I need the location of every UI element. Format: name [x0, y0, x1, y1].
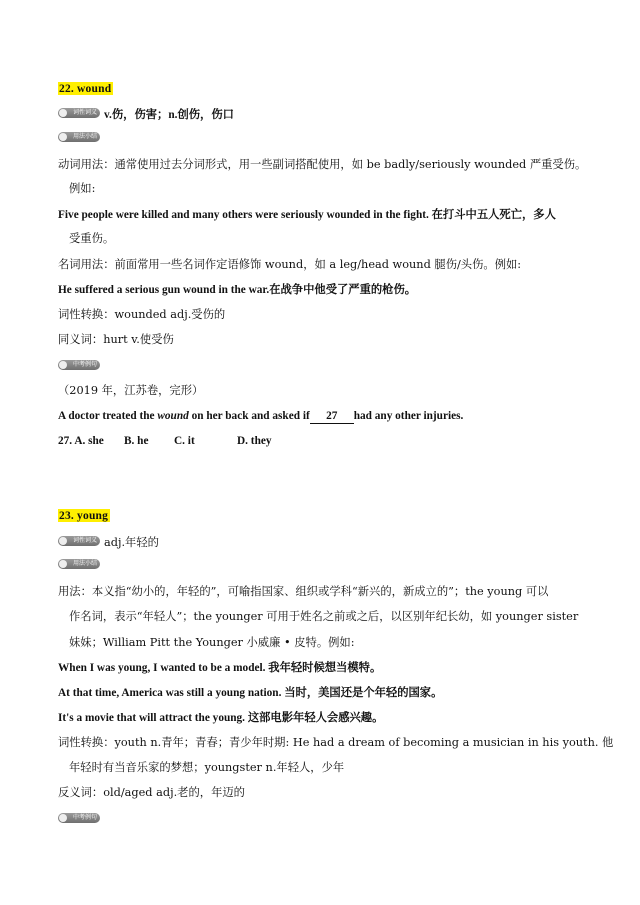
option-a: 27. A. she	[58, 435, 104, 447]
usage-line: 用法：本义指“幼小的，年轻的”，可喻指国家、组织或学科“新兴的，新成立的”；the young 可以	[58, 585, 549, 598]
exam-blank: 27	[310, 409, 354, 424]
exam-sentence-text: on her back and asked if	[188, 410, 310, 422]
word-conversion: 词性转换：youth n.青年；青春；青少年时期: He had a dream of becoming a musician in his youth. 他	[58, 736, 614, 749]
option-b: B. he	[124, 435, 149, 447]
tag-part-of-speech: 词性词义	[58, 108, 100, 118]
exam-source: （2019 年，江苏卷，完形）	[58, 384, 204, 397]
tag-usage-summary: 用法小结	[58, 132, 100, 142]
tag-part-of-speech: 词性词义	[58, 536, 100, 546]
example-sentence-cont: 受重伤。	[69, 232, 115, 245]
example-sentence: He suffered a serious gun wound in the war.在战争中他受了严重的枪伤。	[58, 284, 417, 296]
example-sentence: When I was young, I wanted to be a model. 我年轻时候想当模特。	[58, 662, 382, 674]
noun-usage: 名词用法：前面常用一些名词作定语修饰 wound，如 a leg/head wound 腿伤/头伤。例如:	[58, 258, 522, 271]
usage-line: 作名词，表示“年轻人”；the younger 可用于姓名之前或之后，以区别年纪长幼，如 younger sister	[69, 610, 579, 623]
entry-title-young: 23. young	[59, 510, 109, 522]
tag-usage-summary: 用法小结	[58, 559, 100, 569]
meaning-line: adj.年轻的	[104, 536, 159, 549]
example-sentence: Five people were killed and many others were seriously wounded in the fight. 在打斗中五人死亡，多人	[58, 209, 556, 221]
antonym: 反义词：old/aged adj.老的，年迈的	[58, 786, 245, 799]
tag-exam-example: 中考例句	[58, 813, 100, 823]
word-conversion-cont: 年轻时有当音乐家的梦想；youngster n.年轻人，少年	[69, 761, 345, 774]
example-sentence: It's a movie that will attract the young. 这部电影年轻人会感兴趣。	[58, 712, 384, 724]
verb-usage: 动词用法：通常使用过去分词形式，用一些副词搭配使用，如 be badly/seriously wounded 严重受伤。	[58, 158, 587, 171]
verb-usage-cont: 例如:	[69, 182, 96, 195]
meaning-line: v.伤，伤害；n.创伤，伤口	[104, 109, 234, 121]
exam-sentence-text: A doctor treated the	[58, 410, 158, 422]
exam-sentence-keyword: wound	[157, 410, 189, 422]
option-d: D. they	[237, 435, 272, 447]
usage-line: 妹妹；William Pitt the Younger 小威廉 • 皮特。例如:	[69, 636, 355, 649]
tag-exam-example: 中考例句	[58, 360, 100, 370]
option-c: C. it	[174, 435, 195, 447]
exam-sentence	[58, 409, 463, 424]
exam-options	[58, 434, 272, 448]
word-conversion: 词性转换：wounded adj.受伤的	[58, 308, 226, 321]
entry-title-wound: 22. wound	[59, 83, 112, 95]
synonym: 同义词：hurt v.使受伤	[58, 333, 174, 346]
exam-sentence-text: had any other injuries.	[353, 410, 464, 422]
example-sentence: At that time, America was still a young nation. 当时，美国还是个年轻的国家。	[58, 687, 443, 699]
